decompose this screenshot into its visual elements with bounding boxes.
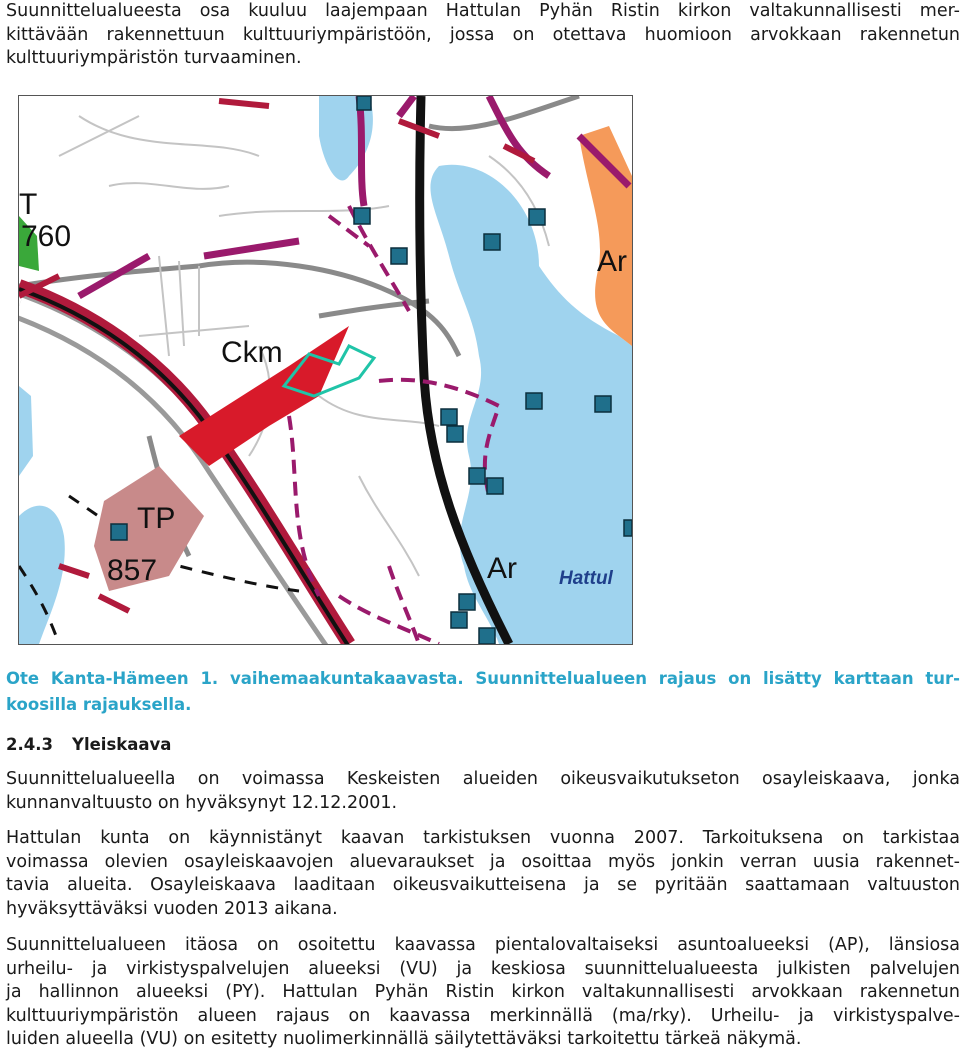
map-label-857: 857: [107, 554, 158, 587]
paragraph-general-plan: [6, 768, 960, 815]
map-label-tp: TP: [137, 502, 176, 535]
paragraph-2-line-4: hyväksyttäväksi vuoden 2013 aikana.: [6, 898, 338, 919]
paragraph-1-line-1: Suunnittelualueella on voimassa Keskeisten alueiden oikeusvaikutukseton osayleiskaava, jonka: [6, 769, 960, 789]
intro-line-3: kulttuuriympäristön turvaaminen.: [6, 48, 302, 69]
paragraph-3-line-2: urheilu- ja virkistyspalvelujen alueeksi (VU) ja keskiosa suunnittelualueesta julkisten palvelujen: [6, 958, 960, 979]
caption-line-2: koosilla rajauksella.: [6, 695, 192, 714]
paragraph-3-line-4: kulttuuriympäristön alueen rajaus on kaavassa merkinnällä (ma/rky). Urheilu- ja virkistyspalve-: [6, 1005, 960, 1026]
paragraph-2-line-2: voimassa olevien osayleiskaavojen aluevaraukset ja osoittaa myös jonkin verran uusia rakennet-: [6, 851, 960, 872]
section-title: Yleiskaava: [72, 735, 172, 754]
caption-line-1: Ote Kanta-Hämeen 1. vaihemaakuntakaavasta. Suunnittelualueen rajaus on lisätty karttaan tur-: [6, 669, 960, 688]
paragraph-1-line-2: kunnanvaltuusto on hyväksynyt 12.12.2001.: [6, 792, 398, 813]
lake-west-edge: [19, 386, 33, 476]
map-label-hattula: Hattul: [559, 568, 613, 589]
paragraph-2-line-3: tavia alueita. Osayleiskaava laaditaan oikeusvaikutteisena ja se pyritään saattamaan valtuuston: [6, 875, 960, 896]
regional-plan-map: [18, 95, 633, 645]
paragraph-3-line-5: luiden alueella (VU) on esitetty nuolimerkinnällä säilytettäväksi tarkoitettu tärkeä näkymä.: [6, 1029, 802, 1050]
map-label-ckm: Ckm: [221, 336, 283, 369]
map-label-ar-right: Ar: [597, 245, 627, 278]
map-label-ar-bottom: Ar: [487, 552, 517, 585]
intro-line-2: kittävään rakennettuun kulttuuriympäristöön, jossa on otettava huomioon arvokkaan rakennetun: [6, 24, 960, 45]
paragraph-plan-revision: [6, 827, 960, 921]
paragraph-area-designations: [6, 934, 960, 1052]
map-drawing: [19, 96, 632, 644]
section-heading: [6, 733, 171, 757]
paragraph-3-line-3: ja hallinnon alueeksi (PY). Hattulan Pyhän Ristin kirkon valtakunnallisesti arvokkaan rakennetun: [6, 982, 960, 1003]
map-label-t: T: [19, 188, 38, 221]
map-label-760: 760: [21, 220, 72, 253]
paragraph-2-line-1: Hattulan kunta on käynnistänyt kaavan tarkistuksen vuonna 2007. Tarkoituksena on tarkistaa: [6, 828, 960, 848]
intro-line-1: Suunnittelualueesta osa kuuluu laajempaan Hattulan Pyhän Ristin kirkon valtakunnallisesti mer-: [6, 1, 960, 21]
section-number: 2.4.3: [6, 735, 53, 754]
map-caption: [6, 666, 960, 718]
paragraph-3-line-1: Suunnittelualueen itäosa on osoitettu kaavassa pientalovaltaiseksi asuntoalueeksi (AP), länsiosa: [6, 935, 960, 955]
intro-paragraph: [6, 0, 960, 71]
motorway: [19, 306, 339, 644]
